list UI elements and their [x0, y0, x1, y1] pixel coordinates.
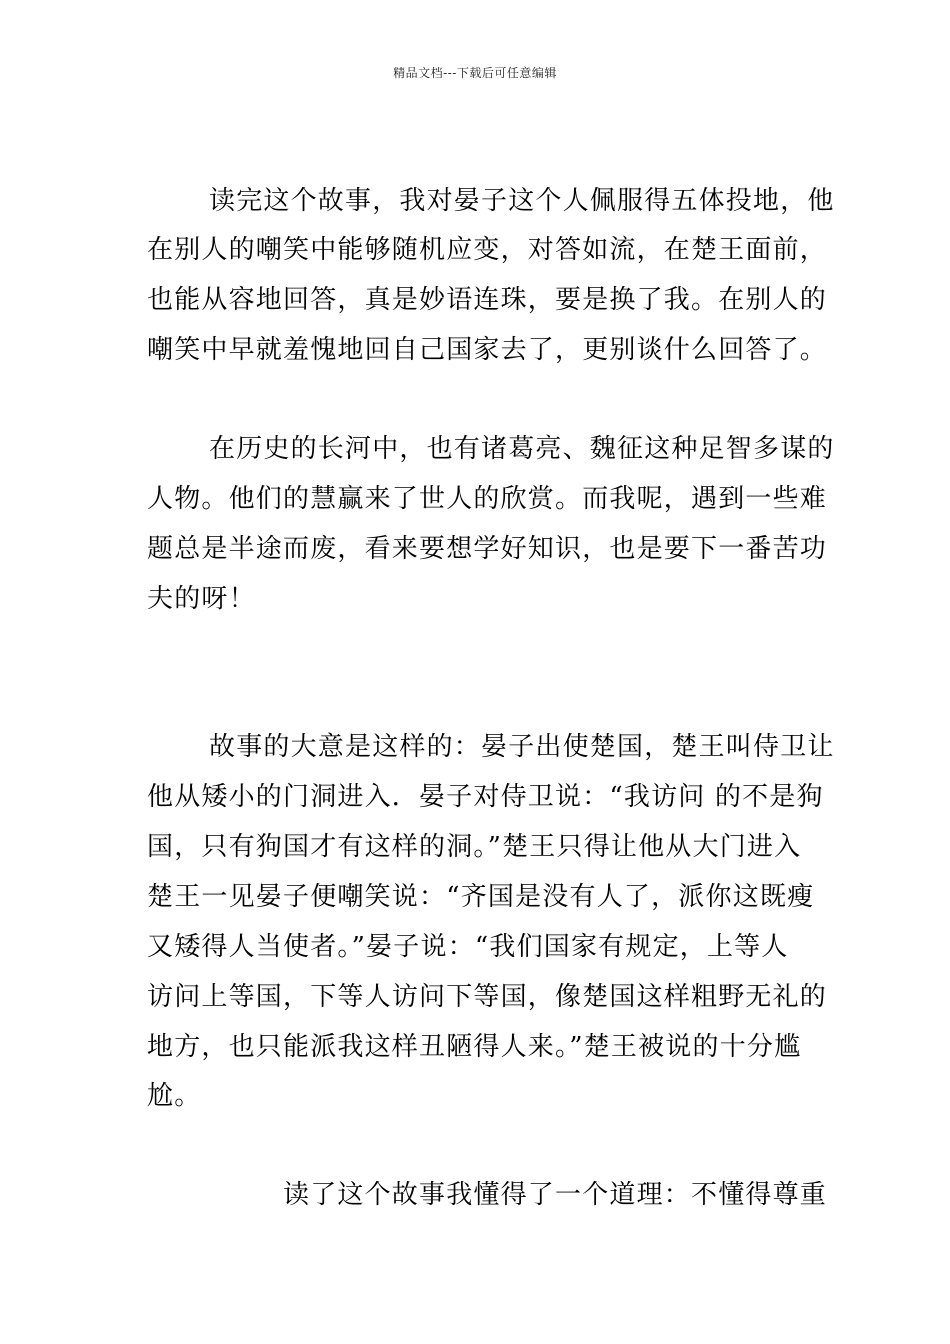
paragraph-line: 国，只有狗国才有这样的洞。”楚王只得让他从大门进入	[147, 832, 802, 862]
paragraph-line: 又矮得人当使者。”晏子说：“我们国家有规定，上等人	[147, 932, 789, 962]
paragraph-line: 楚王一见晏子便嘲笑说：“齐国是没有人了，派你这既瘦	[147, 882, 815, 912]
paragraph-line: 尬。	[147, 1081, 202, 1111]
paragraph-line: 人物。他们的慧赢来了世人的欣赏。而我呢，遇到一些难	[147, 484, 828, 514]
paragraph-line: 访问上等国，下等人访问下等国，像楚国这样粗野无礼的	[147, 982, 828, 1012]
paragraph-line: 在别人的嘲笑中能够随机应变，对答如流，在楚王面前，	[147, 235, 828, 265]
page-header: 精品文档---下载后可任意编辑	[393, 66, 557, 80]
paragraph-line: 嘲笑中早就羞愧地回自己国家去了，更别谈什么回答了。	[147, 335, 828, 365]
paragraph-line: 在历史的长河中，也有诸葛亮、魏征这种足智多谋的	[209, 434, 835, 464]
paragraph-line: 题总是半途而废，看来要想学好知识，也是要下一番苦功	[147, 534, 828, 564]
paragraph-line: 读完这个故事，我对晏子这个人佩服得五体投地，他	[209, 186, 835, 216]
paragraph-line: 夫的呀！	[147, 584, 256, 614]
paragraph-line: 也能从容地回答，真是妙语连珠，要是换了我。在别人的	[147, 285, 828, 315]
paragraph-line: 他从矮小的门洞进入．晏子对侍卫说：“我访问 的不是狗	[147, 782, 824, 812]
paragraph-line: 地方，也只能派我这样丑陋得人来。”楚王被说的十分尴	[147, 1032, 802, 1062]
paragraph-line: 故事的大意是这样的：晏子出使楚国，楚王叫侍卫让	[209, 732, 835, 762]
paragraph-line: 读了这个故事我懂得了一个道理：不懂得尊重	[283, 1180, 828, 1210]
